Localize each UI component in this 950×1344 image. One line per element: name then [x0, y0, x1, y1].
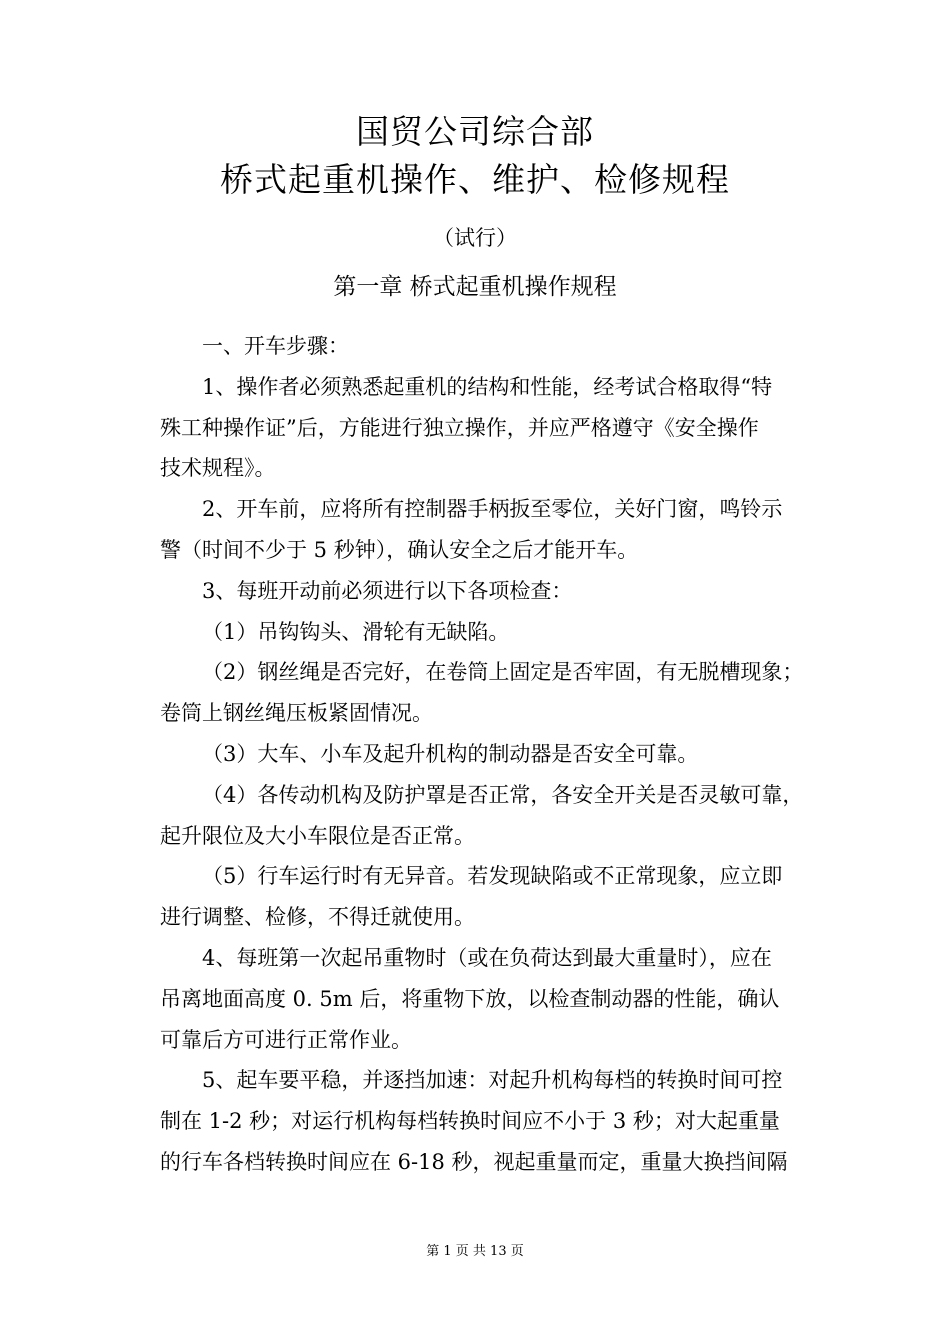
text-line: 3、每班开动前必须进行以下各项检查： [202, 578, 573, 603]
text-line: 5、起车要平稳，并逐挡加速：对起升机构每档的转换时间可控 [202, 1068, 783, 1093]
text-line: 2、开车前，应将所有控制器手柄扳至零位，关好门窗，鸣铃示 [202, 497, 783, 522]
body-text [160, 326, 808, 1183]
text-line: 一、开车步骤： [202, 334, 349, 358]
document-subtitle: （试行） [433, 226, 517, 250]
page-number: 第 1 页 共 13 页 [426, 1244, 524, 1259]
document-title-line-2: 桥式起重机操作、维护、检修规程 [220, 160, 730, 199]
text-line: （4）各传动机构及防护罩是否正常，各安全开关是否灵敏可靠， [202, 782, 804, 807]
text-line: 卷筒上钢丝绳压板紧固情况。 [160, 701, 433, 726]
text-line: 进行调整、检修，不得迁就使用。 [160, 905, 475, 930]
text-line: 的行车各档转换时间应在 6-18 秒，视起重量而定，重量大换挡间隔 [160, 1149, 788, 1174]
text-line: 技术规程》。 [160, 456, 276, 481]
text-line: 起升限位及大小车限位是否正常。 [160, 823, 475, 848]
text-line: 可靠后方可进行正常作业。 [160, 1027, 412, 1052]
text-line: （3）大车、小车及起升机构的制动器是否安全可靠。 [202, 741, 699, 766]
text-line: 1、操作者必须熟悉起重机的结构和性能，经考试合格取得“特 [202, 374, 773, 399]
document-title-line-1: 国贸公司综合部 [356, 112, 594, 151]
text-line: 4、每班第一次起吊重物时（或在负荷达到最大重量时），应在 [202, 945, 772, 970]
text-line: 殊工种操作证”后，方能进行独立操作，并应严格遵守《安全操作 [160, 415, 759, 440]
text-line: （5）行车运行时有无异音。若发现缺陷或不正常现象，应立即 [202, 864, 783, 889]
text-line: 吊离地面高度 0. 5m 后，将重物下放，以检查制动器的性能，确认 [160, 986, 780, 1011]
text-line: 制在 1-2 秒；对运行机构每档转换时间应不小于 3 秒；对大起重量 [160, 1109, 780, 1134]
chapter-heading: 第一章 桥式起重机操作规程 [333, 274, 617, 300]
text-line: 警（时间不少于 5 秒钟），确认安全之后才能开车。 [160, 537, 639, 562]
text-line: （1）吊钩钩头、滑轮有无缺陷。 [202, 619, 510, 644]
text-line: （2）钢丝绳是否完好，在卷筒上固定是否牢固，有无脱槽现象； [202, 660, 804, 685]
